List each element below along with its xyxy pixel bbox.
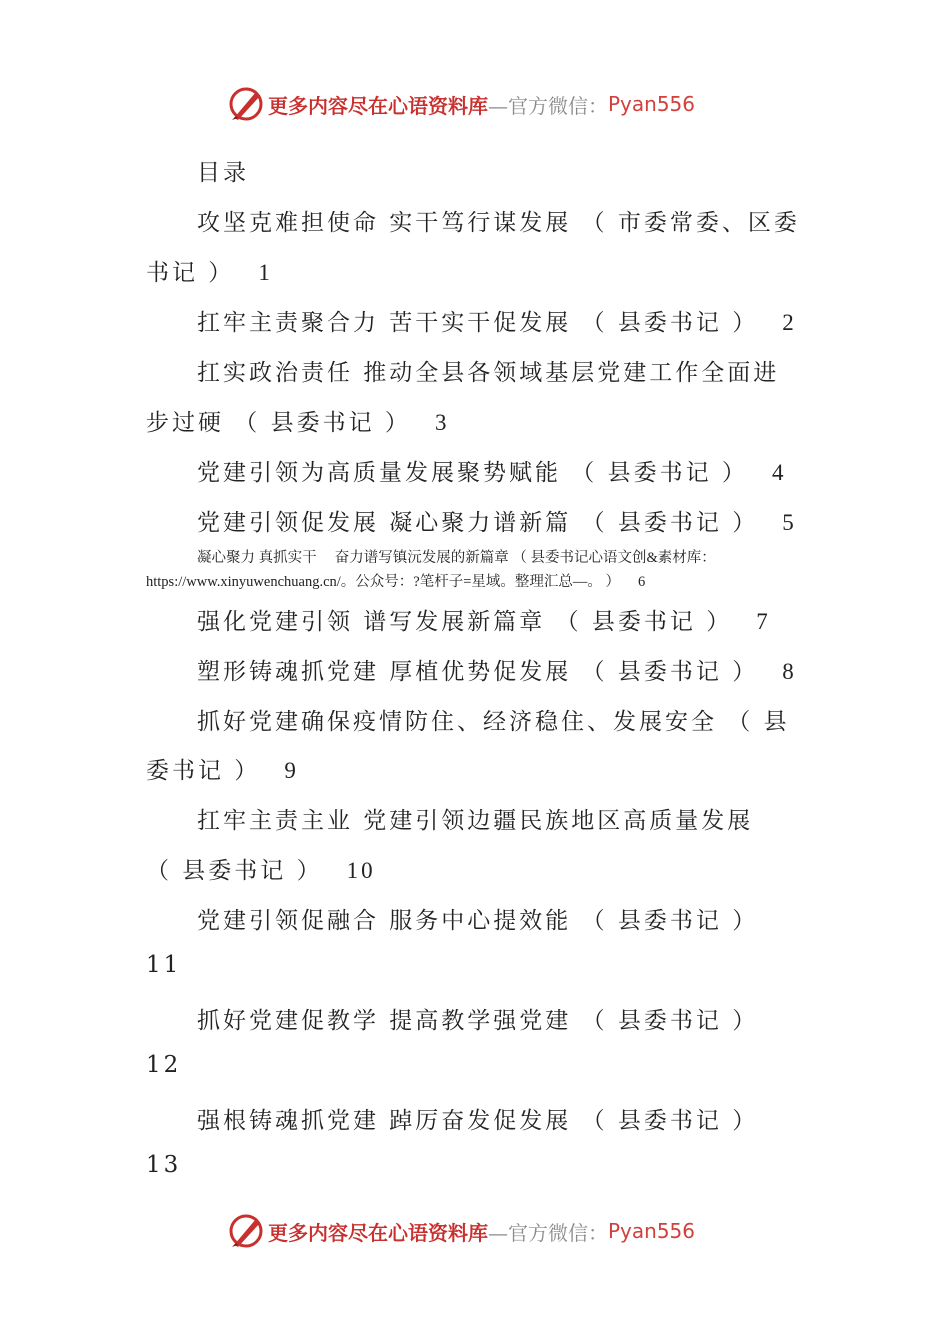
- toc-page-number: 3: [434, 410, 450, 435]
- pen-logo-icon: [226, 1211, 266, 1251]
- banner-text: 更多内容尽在心语资料库: [268, 1220, 488, 1245]
- toc-entry-11-title: 党建引领促融合 服务中心提效能 （ 县委书记 ）: [197, 908, 759, 934]
- banner-wechat-id: Pyan556: [608, 1219, 696, 1243]
- toc-page-number: 11: [146, 952, 182, 978]
- toc-entry-9-title: 抓好党建确保疫情防住、经济稳住、发展安全 （ 县: [197, 709, 790, 735]
- toc-page-number: 5: [782, 510, 797, 535]
- toc-entry-7: 强化党建引领 谱写发展新篇章 （ 县委书记 ） 7: [197, 609, 771, 635]
- toc-entry-2: 扛牢主责聚合力 苦干实干促发展 （ 县委书记 ） 2: [197, 310, 797, 336]
- toc-entry-3-cont: 步过硬 （ 县委书记 ） 3: [146, 410, 450, 436]
- toc-page-number: 4: [771, 460, 787, 485]
- banner-wechat-id: Pyan556: [608, 92, 696, 116]
- toc-entry-5: 党建引领促发展 凝心聚力谱新篇 （ 县委书记 ） 5: [197, 510, 797, 536]
- banner-separator: —官方微信：: [488, 1220, 608, 1245]
- toc-page-number: 7: [756, 609, 771, 634]
- toc-page-number: 8: [782, 659, 797, 684]
- toc-entry-9-cont: 委书记 ） 9: [146, 758, 299, 784]
- toc-entry-12-title: 抓好党建促教学 提高教学强党建 （ 县委书记 ）: [197, 1008, 759, 1034]
- toc-entry-8: 塑形铸魂抓党建 厚植优势促发展 （ 县委书记 ） 8: [197, 659, 797, 685]
- toc-entry-1-cont: 书记 ） 1: [146, 260, 273, 286]
- toc-entry-10-cont: （ 县委书记 ） 10: [146, 858, 376, 884]
- banner-separator: —官方微信：: [488, 93, 608, 118]
- toc-page-number: 12: [146, 1052, 182, 1078]
- toc-entry-4: 党建引领为高质量发展聚势赋能 （ 县委书记 ） 4: [197, 460, 787, 486]
- pen-logo-icon: [226, 84, 266, 124]
- toc-entry-6-title: 凝心聚力 真抓实干 奋力谱写镇沅发展的新篇章 （ 县委书记心语文创&素材库：: [197, 550, 716, 566]
- toc-page-number: 9: [284, 758, 299, 783]
- toc-entry-6-cont: https://www.xinyuwenchuang.cn/。公众号：?笔杆子=星域。整理汇总—。 ） 6: [146, 574, 646, 590]
- toc-entry-3-title: 扛实政治责任 推动全县各领域基层党建工作全面进: [197, 360, 780, 386]
- toc-page-number: 10: [346, 858, 376, 883]
- toc-entry-13-title: 强根铸魂抓党建 踔厉奋发促发展 （ 县委书记 ）: [197, 1108, 759, 1134]
- toc-page-number: 2: [782, 310, 797, 335]
- toc-page-number: 6: [638, 574, 646, 590]
- toc-entry-1-title: 攻坚克难担使命 实干笃行谋发展 （ 市委常委、区委: [197, 210, 800, 236]
- footer-banner: [226, 1209, 695, 1253]
- toc-page-number: 1: [258, 260, 273, 285]
- toc-entry-10-title: 扛牢主责主业 党建引领边疆民族地区高质量发展: [197, 808, 754, 834]
- banner-text: 更多内容尽在心语资料库: [268, 93, 488, 118]
- header-banner: [226, 82, 695, 126]
- toc-title: 目录: [197, 160, 249, 186]
- toc-page-number: 13: [146, 1152, 182, 1178]
